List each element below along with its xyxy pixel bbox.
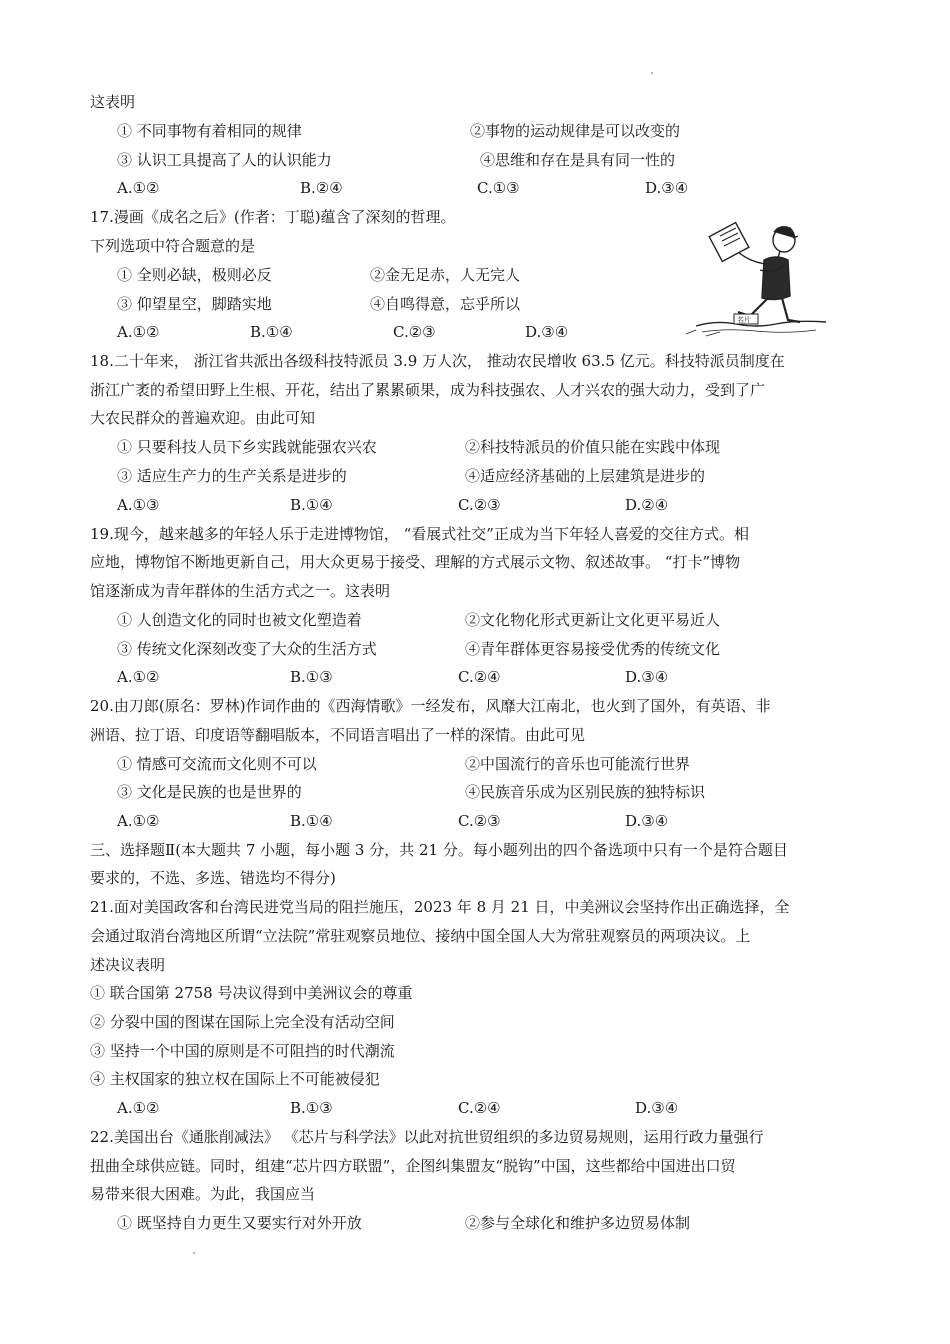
q21-item-4: ④ 主权国家的独立权在国际上不可能被侵犯 — [90, 1070, 380, 1088]
q17-stem-1: 17.漫画《成名之后》(作者：丁聪)蕴含了深刻的哲理。 — [90, 208, 456, 226]
q19-item-2: ②文化物化形式更新让文化更平易近人 — [465, 611, 721, 629]
q19-item-3: ③ 传统文化深刻改变了大众的生活方式 — [117, 640, 377, 658]
q19-line-2: 应地，博物馆不断地更新自己，用大众更易于接受、理解的方式展示文物、叙述故事。 “打卡”博物 — [90, 553, 741, 571]
q17-item-4: ④自鸣得意，忘乎所以 — [370, 295, 521, 313]
q18-line-3: 大农民群众的普遍欢迎。由此可知 — [90, 409, 316, 427]
q20-item-1: ① 情感可交流而文化则不可以 — [117, 755, 317, 773]
q19-line-1: 19.现今，越来越多的年轻人乐于走进博物馆， “看展式社交”正成为当下年轻人喜爱的交往方式。相 — [90, 525, 749, 543]
q19-choice-d: D.③④ — [625, 668, 669, 686]
q21-item-2: ② 分裂中国的图谋在国际上完全没有活动空间 — [90, 1013, 395, 1031]
q17-choice-b: B.①④ — [250, 323, 293, 341]
q19-item-4: ④青年群体更容易接受优秀的传统文化 — [465, 640, 721, 658]
cartoon-card-label: 名片 — [737, 316, 751, 324]
q16-choice-d: D.③④ — [645, 179, 689, 197]
q16-choice-b: B.②④ — [300, 179, 343, 197]
cartoon-illustration — [676, 214, 836, 344]
q17-item-1: ① 全则必缺，极则必反 — [117, 266, 272, 284]
q19-item-1: ① 人创造文化的同时也被文化塑造着 — [117, 611, 362, 629]
q17-choice-a: A.①② — [117, 323, 160, 341]
q16-item-2: ②事物的运动规律是可以改变的 — [470, 122, 681, 140]
q20-item-3: ③ 文化是民族的也是世界的 — [117, 783, 302, 801]
q17-item-2: ②金无足赤，人无完人 — [370, 266, 521, 284]
q21-line-2: 会通过取消台湾地区所谓“立法院”常驻观察员地位、接纳中国全国人大为常驻观察员的两项决议。上 — [90, 927, 751, 945]
print-speck — [193, 1252, 195, 1254]
q17-item-3: ③ 仰望星空，脚踏实地 — [117, 295, 272, 313]
q18-choice-b: B.①④ — [290, 496, 333, 514]
q22-item-2: ②参与全球化和维护多边贸易体制 — [465, 1214, 691, 1232]
q16-choice-c: C.①③ — [477, 179, 520, 197]
q21-choice-b: B.①③ — [290, 1099, 333, 1117]
print-speck — [651, 72, 653, 74]
q19-choice-c: C.②④ — [458, 668, 501, 686]
q17-stem-2: 下列选项中符合题意的是 — [90, 237, 256, 255]
q16-choice-a: A.①② — [117, 179, 160, 197]
q18-line-1: 18.二十年来， 浙江省共派出各级科技特派员 3.9 万人次， 推动农民增收 63.5 亿元。科技特派员制度在 — [90, 352, 785, 370]
q22-line-3: 易带来很大困难。为此，我国应当 — [90, 1185, 316, 1203]
q21-item-3: ③ 坚持一个中国的原则是不可阻挡的时代潮流 — [90, 1042, 395, 1060]
q16-item-1: ① 不同事物有着相同的规律 — [117, 122, 302, 140]
q18-choice-d: D.②④ — [625, 496, 669, 514]
q21-choice-d: D.③④ — [635, 1099, 679, 1117]
q20-item-4: ④民族音乐成为区别民族的独特标识 — [465, 783, 706, 801]
q17-choice-d: D.③④ — [525, 323, 569, 341]
q18-choice-a: A.①③ — [117, 496, 160, 514]
q21-choice-c: C.②④ — [458, 1099, 501, 1117]
q18-item-4: ④适应经济基础的上层建筑是进步的 — [465, 467, 706, 485]
q18-line-2: 浙江广袤的希望田野上生根、开花，结出了累累硕果，成为科技强农、人才兴农的强大动力，受到了广 — [90, 381, 766, 399]
q19-line-3: 馆逐渐成为青年群体的生活方式之一。这表明 — [90, 582, 391, 600]
q18-item-3: ③ 适应生产力的生产关系是进步的 — [117, 467, 347, 485]
q20-line-2: 洲语、拉丁语、印度语等翻唱版本，不同语言唱出了一样的深情。由此可见 — [90, 726, 586, 744]
q20-choice-a: A.①② — [117, 812, 160, 830]
q21-item-1: ① 联合国第 2758 号决议得到中美洲议会的尊重 — [90, 984, 413, 1002]
q22-line-1: 22.美国出台《通胀削减法》 《芯片与科学法》以此对抗世贸组织的多边贸易规则，运用行政力量强行 — [90, 1128, 764, 1146]
q20-choice-c: C.②③ — [458, 812, 501, 830]
q22-line-2: 扭曲全球供应链。同时，组建“芯片四方联盟”，企图纠集盟友“脱钩”中国，这些都给中国进出口贸 — [90, 1157, 736, 1175]
q16-item-4: ④思维和存在是具有同一性的 — [480, 151, 676, 169]
q16-tail: 这表明 — [90, 93, 136, 111]
q21-line-1: 21.面对美国政客和台湾民进党当局的阻拦施压，2023 年 8 月 21 日，中美洲议会坚持作出正确选择，全 — [90, 898, 790, 916]
q21-choice-a: A.①② — [117, 1099, 160, 1117]
q18-item-2: ②科技特派员的价值只能在实践中体现 — [465, 438, 721, 456]
q20-item-2: ②中国流行的音乐也可能流行世界 — [465, 755, 691, 773]
q20-line-1: 20.由刀郎(原名：罗林)作词作曲的《西海情歌》一经发布，风靡大江南北，也火到了国外，有英语、非 — [90, 697, 771, 715]
q17-choice-c: C.②③ — [393, 323, 436, 341]
section3-line-1: 三、选择题Ⅱ(本大题共 7 小题，每小题 3 分，共 21 分。每小题列出的四个备选项中只有一个是符合题目 — [90, 841, 788, 859]
q19-choice-a: A.①② — [117, 668, 160, 686]
section3-line-2: 要求的，不选、多选、错选均不得分) — [90, 869, 336, 887]
q18-choice-c: C.②③ — [458, 496, 501, 514]
q18-item-1: ① 只要科技人员下乡实践就能强农兴农 — [117, 438, 377, 456]
q20-choice-d: D.③④ — [625, 812, 669, 830]
q21-line-3: 述决议表明 — [90, 956, 166, 974]
q22-item-1: ① 既坚持自力更生又要实行对外开放 — [117, 1214, 362, 1232]
q16-item-3: ③ 认识工具提高了人的认识能力 — [117, 151, 332, 169]
q19-choice-b: B.①③ — [290, 668, 333, 686]
q20-choice-b: B.①④ — [290, 812, 333, 830]
